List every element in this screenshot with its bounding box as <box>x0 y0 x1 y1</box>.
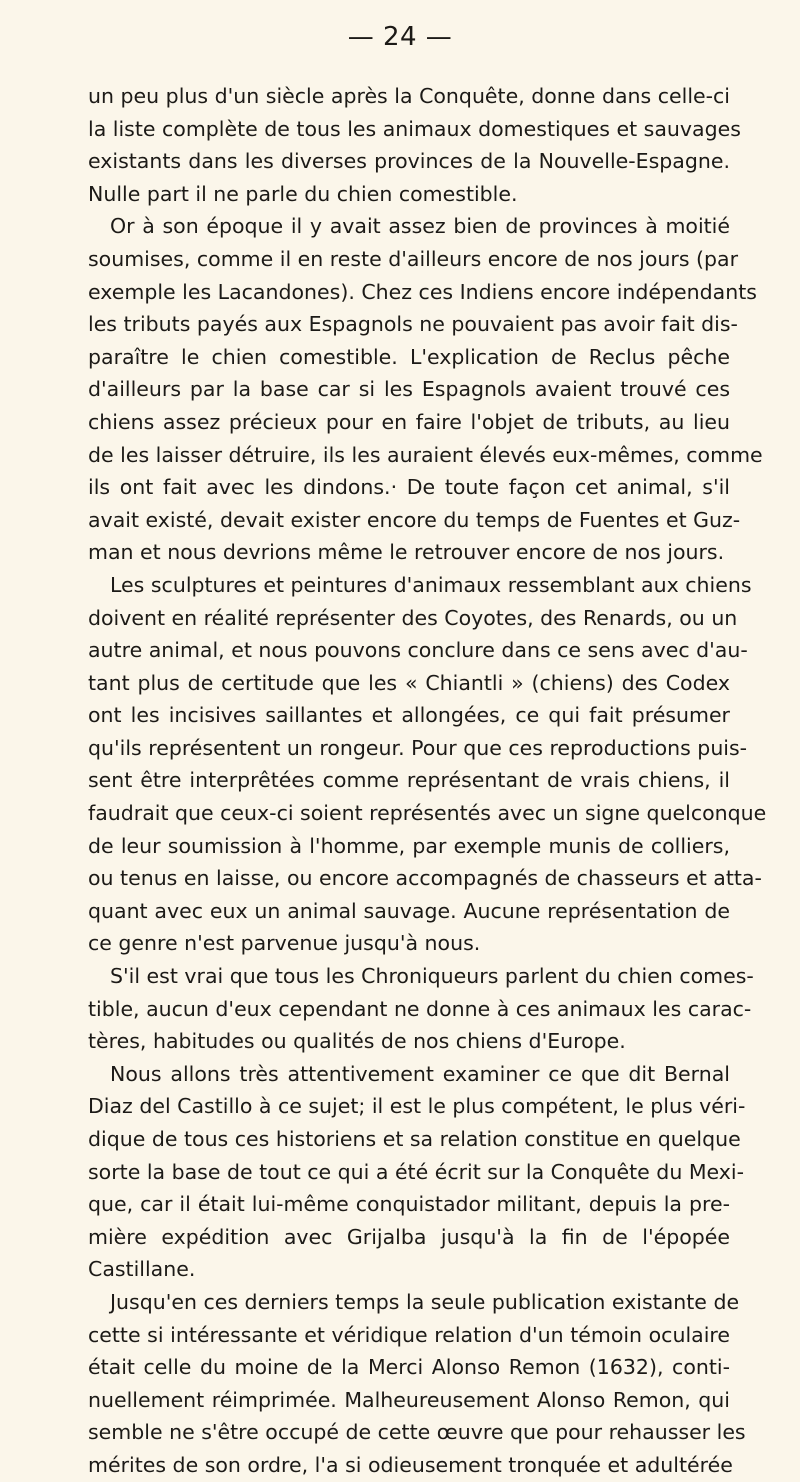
text-line: Nulle part il ne parle du chien comestible. <box>88 181 518 206</box>
body-text <box>88 80 767 1482</box>
text-line: qu'ils représentent un rongeur. Pour que ces reproductions puis- <box>88 735 748 760</box>
text-line: mière expédition avec Grijalba jusqu'à la fin de l'épopée <box>88 1224 730 1249</box>
text-line: Or à son époque il y avait assez bien de provinces à moitié <box>110 214 730 239</box>
text-line: Castillane. <box>88 1257 196 1282</box>
text-line: sent être interprêtées comme représentant de vrais chiens, il <box>88 768 730 793</box>
text-line: de les laisser détruire, ils les auraient élevés eux-mêmes, comme <box>88 442 763 467</box>
text-line: dique de tous ces historiens et sa relation constitue en quelque <box>88 1127 741 1151</box>
text-line: que, car il était lui-même conquistador militant, depuis la pre- <box>88 1192 730 1217</box>
text-line: d'ailleurs par la base car si les Espagnols avaient trouvé ces <box>88 377 730 402</box>
text-line: Les sculptures et peintures d'animaux ressemblant aux chiens <box>110 572 752 597</box>
text-line: paraître le chien comestible. L'explication de Reclus pêche <box>88 344 730 369</box>
text-line: autre animal, et nous pouvons conclure dans ce sens avec d'au- <box>88 638 748 663</box>
text-line: Nous allons très attentivement examiner ce que dit Bernal <box>110 1061 730 1086</box>
text-line: semble ne s'être occupé de cette œuvre que pour rehausser les <box>88 1420 746 1445</box>
text-line: faudrait que ceux-ci soient représentés avec un signe quelconque <box>88 801 767 826</box>
text-line: quant avec eux un animal sauvage. Aucune représentation de <box>88 898 730 923</box>
page-number: — 24 — <box>347 22 453 52</box>
text-line: tible, aucun d'eux cependant ne donne à ces animaux les carac- <box>88 996 752 1021</box>
text-line: doivent en réalité représenter des Coyotes, des Renards, ou un <box>88 605 738 630</box>
text-line: chiens assez précieux pour en faire l'objet de tributs, au lieu <box>88 409 730 434</box>
text-line: Diaz del Castillo à ce sujet; il est le plus compétent, le plus véri- <box>88 1094 746 1119</box>
text-line: les tributs payés aux Espagnols ne pouvaient pas avoir fait dis- <box>88 312 738 337</box>
text-line: ils ont fait avec les dindons.· De toute façon cet animal, s'il <box>88 475 730 500</box>
text-line: nuellement réimprimée. Malheureusement Alonso Remon, qui <box>88 1387 730 1412</box>
text-line: avait existé, devait exister encore du temps de Fuentes et Guz- <box>88 507 741 532</box>
text-line: existants dans les diverses provinces de la Nouvelle-Espagne. <box>88 149 730 174</box>
text-line: exemple les Lacandones). Chez ces Indiens encore indépendants <box>88 279 757 304</box>
text-line: ce genre n'est parvenue jusqu'à nous. <box>88 931 481 956</box>
text-line: la liste complète de tous les animaux domestiques et sauvages <box>88 116 741 141</box>
text-line: man et nous devrions même le retrouver encore de nos jours. <box>88 540 725 565</box>
text-line: un peu plus d'un siècle après la Conquête, donne dans celle-ci <box>88 84 730 108</box>
text-line: tères, habitudes ou qualités de nos chiens d'Europe. <box>88 1029 626 1054</box>
text-line: mérites de son ordre, l'a si odieusement tronquée et adultérée <box>88 1452 733 1477</box>
text-line: ont les incisives saillantes et allongées, ce qui fait présumer <box>88 703 730 728</box>
text-line: Jusqu'en ces derniers temps la seule publication existante de <box>110 1289 740 1314</box>
text-line: S'il est vrai que tous les Chroniqueurs parlent du chien comes- <box>110 964 754 989</box>
text-line: de leur soumission à l'homme, par exemple munis de colliers, <box>88 833 730 858</box>
text-line: tant plus de certitude que les « Chiantli » (chiens) des Codex <box>88 670 730 695</box>
text-line: ou tenus en laisse, ou encore accompagnés de chasseurs et atta- <box>88 866 762 891</box>
text-line: sorte la base de tout ce qui a été écrit sur la Conquête du Mexi- <box>88 1159 744 1184</box>
text-line: était celle du moine de la Merci Alonso Remon (1632), conti- <box>88 1355 730 1380</box>
text-line: soumises, comme il en reste d'ailleurs encore de nos jours (par <box>88 246 739 271</box>
text-line: cette si intéressante et véridique relation d'un témoin oculaire <box>88 1322 730 1347</box>
